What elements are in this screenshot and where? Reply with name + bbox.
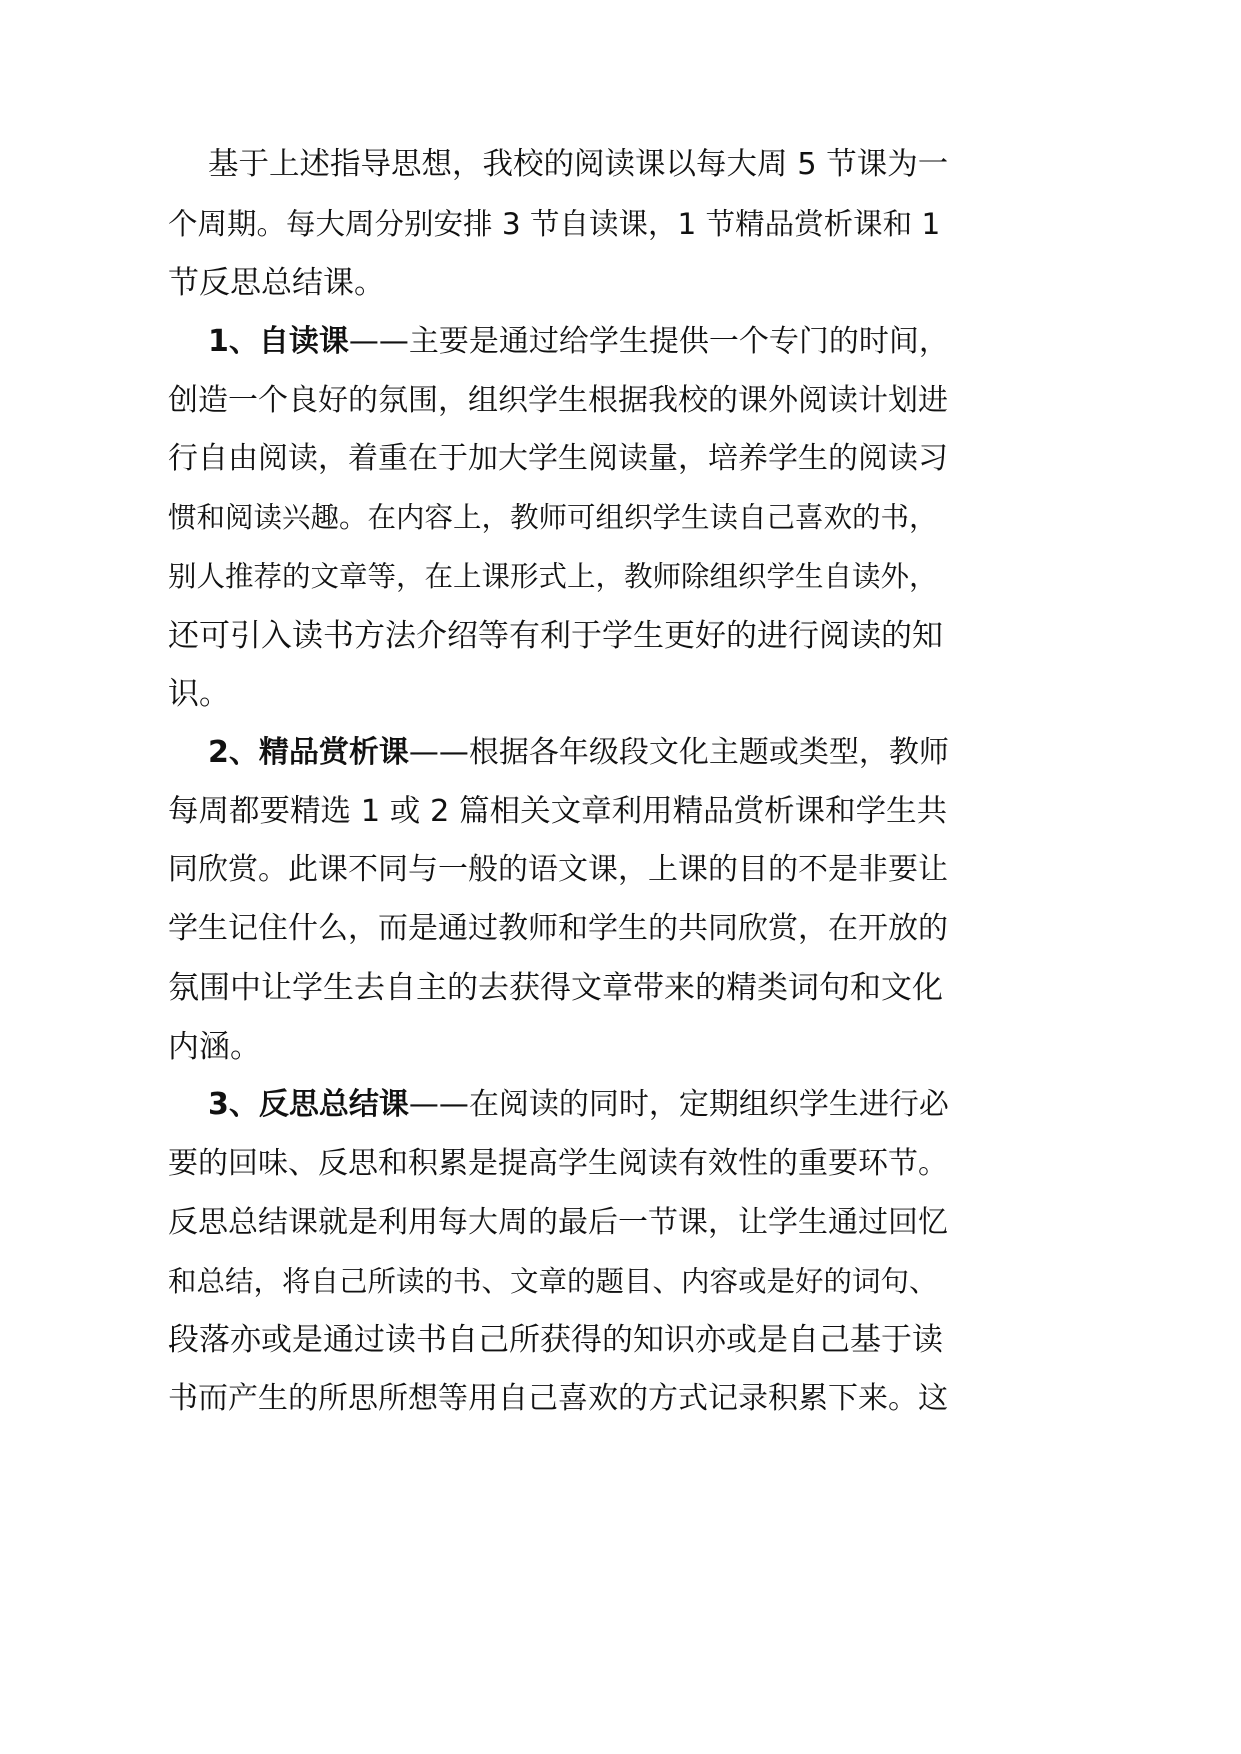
paragraph-1-line-3: 节反思总结课。 (168, 265, 385, 301)
paragraph-4-line-6: 书而产生的所思所想等用自己喜欢的方式记录积累下来。这 (168, 1381, 948, 1416)
paragraph-1-line-1: 基于上述指导思想，我校的阅读课以每大周 5 节课为一 (208, 147, 949, 182)
paragraph-1-line-2: 个周期。每大周分别安排 3 节自读课，1 节精品赏析课和 1 (168, 207, 941, 241)
paragraph-3-line-1 (208, 731, 949, 775)
section-intro-text: ——在阅读的同时，定期组织学生进行必 (408, 1087, 949, 1122)
section-intro-text: ——主要是通过给学生提供一个专门的时间， (348, 324, 949, 359)
paragraph-2-line-5: 别人推荐的文章等，在上课形式上，教师除组织学生自读外， (168, 560, 938, 593)
paragraph-4-line-3: 反思总结课就是利用每大周的最后一节课，让学生通过回忆 (168, 1205, 948, 1240)
paragraph-4-line-1 (208, 1083, 949, 1127)
paragraph-2-line-4: 惯和阅读兴趣。在内容上，教师可组织学生读自己喜欢的书， (168, 501, 938, 534)
section-heading-appreciation: 2、精品赏析课 (208, 735, 409, 770)
paragraph-2-line-3: 行自由阅读，着重在于加大学生阅读量，培养学生的阅读习 (168, 441, 948, 476)
paragraph-4-line-2: 要的回味、反思和积累是提高学生阅读有效性的重要环节。 (168, 1146, 948, 1181)
paragraph-3-line-2: 每周都要精选 1 或 2 篇相关文章利用精品赏析课和学生共 (168, 794, 948, 829)
paragraph-3-line-3: 同欣赏。此课不同与一般的语文课，上课的目的不是非要让 (168, 852, 948, 887)
paragraph-2-line-7: 识。 (168, 676, 230, 712)
section-heading-reflection: 3、反思总结课 (208, 1087, 409, 1122)
section-intro-text: ——根据各年级段文化主题或类型，教师 (408, 735, 949, 770)
paragraph-3-line-6: 内涵。 (168, 1029, 261, 1065)
paragraph-3-line-4: 学生记住什么，而是通过教师和学生的共同欣赏，在开放的 (168, 911, 948, 946)
paragraph-4-line-4: 和总结，将自己所读的书、文章的题目、内容或是好的词句、 (168, 1265, 938, 1298)
paragraph-2-line-6: 还可引入读书方法介绍等有利于学生更好的进行阅读的知 (168, 618, 943, 654)
paragraph-2-line-1 (208, 320, 949, 364)
paragraph-4-line-5: 段落亦或是通过读书自己所获得的知识亦或是自己基于读 (168, 1322, 943, 1358)
section-heading-self-reading: 1、自读课 (208, 324, 349, 359)
paragraph-2-line-2: 创造一个良好的氛围，组织学生根据我校的课外阅读计划进 (168, 383, 948, 418)
paragraph-3-line-5: 氛围中让学生去自主的去获得文章带来的精类词句和文化 (168, 970, 943, 1006)
